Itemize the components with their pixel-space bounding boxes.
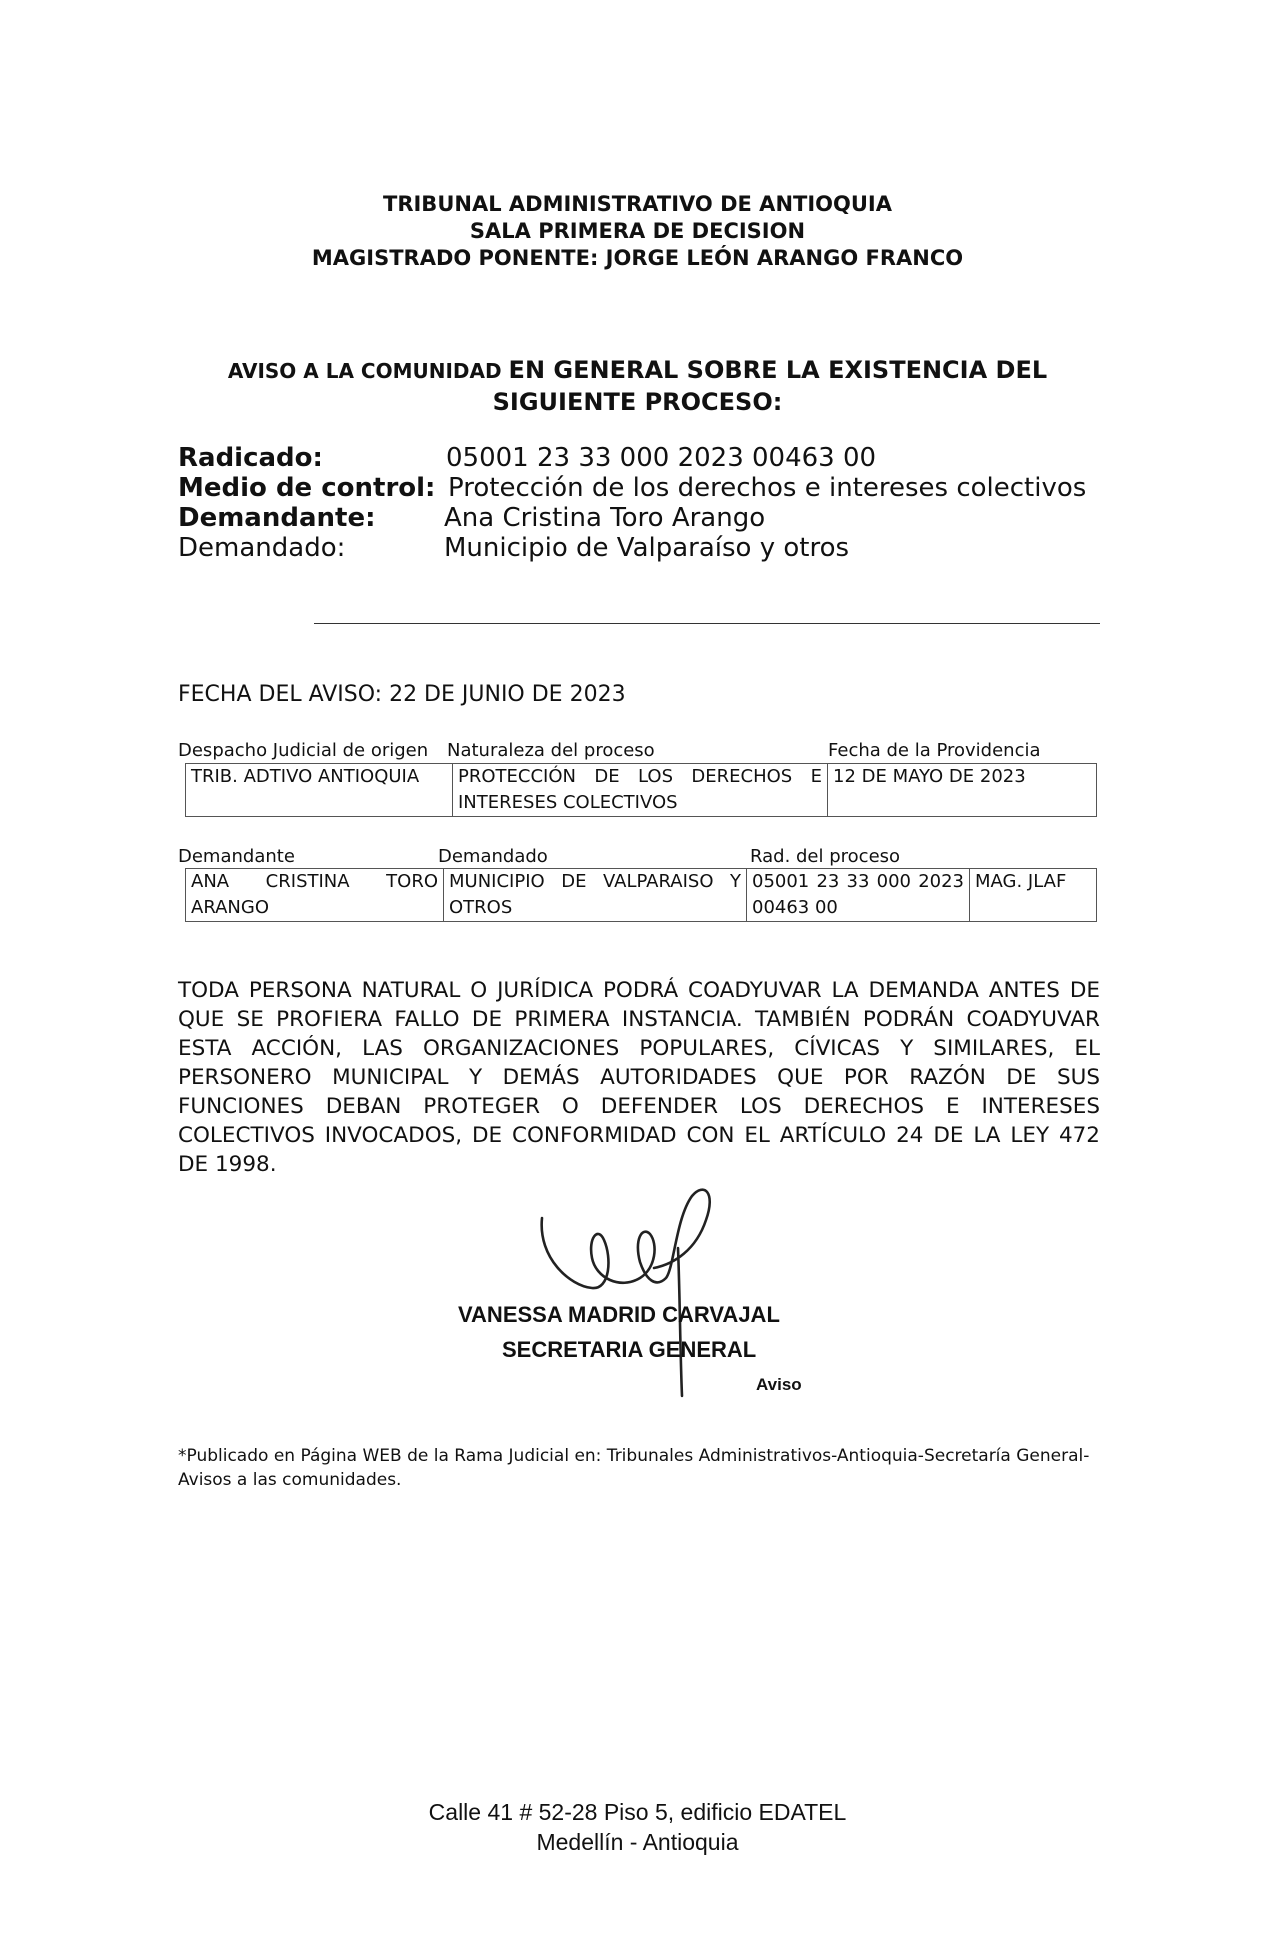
field-value: Municipio de Valparaíso y otros: [444, 533, 850, 563]
table-cell-demandado: MUNICIPIO DE VALPARAISO Y OTROS: [444, 869, 747, 922]
table-cell-despacho: TRIB. ADTIVO ANTIOQUIA: [186, 764, 453, 817]
field-label: Demandante:: [178, 503, 376, 533]
signatory-subtitle: Aviso: [756, 1375, 802, 1394]
field-demandante: [178, 503, 1098, 533]
footer-address-line1: Calle 41 # 52-28 Piso 5, edificio EDATEL: [428, 1799, 847, 1825]
table-cell-naturaleza: PROTECCIÓN DE LOS DERECHOS E INTERESES COLECTIVOS: [453, 764, 828, 817]
notice-title-part1: AVISO A LA COMUNIDAD: [227, 359, 509, 383]
table2-header-radicado: Rad. del proceso: [750, 846, 901, 867]
separator-line: [314, 623, 1100, 624]
notice-date: FECHA DEL AVISO: 22 DE JUNIO DE 2023: [178, 682, 626, 707]
table2-header-demandante: Demandante: [178, 846, 295, 867]
table-process-origin: [185, 763, 1097, 817]
field-radicado: [178, 443, 1098, 473]
notice-body-text: TODA PERSONA NATURAL O JURÍDICA PODRÁ COADYUVAR LA DEMANDA ANTES DE QUE SE PROFIERA FALLO DE PRIMERA INSTANCIA. TAMBIÉN PODRÁN COADYUVAR ESTA ACCIÓN, LAS ORGANIZACIONES POPULARES, CÍVICAS Y SIMILARES, EL PERSONERO MUNICIPAL Y DEMÁS AUTORIDADES QUE POR RAZÓN DE SUS FUNCIONES DEBAN PROTEGER O DEFENDER LOS DERECHOS E INTERESES COLECTIVOS INVOCADOS, DE CONFORMIDAD CON EL ARTÍCULO 24 DE LA LEY 472 DE 1998.: [178, 978, 1100, 1177]
table2-header-demandado: Demandado: [438, 846, 548, 867]
field-value: Ana Cristina Toro Arango: [444, 503, 766, 533]
table1-header-naturaleza: Naturaleza del proceso: [447, 740, 655, 761]
field-value: Protección de los derechos e intereses colectivos: [448, 473, 1087, 503]
table-row: [186, 869, 1097, 922]
header-chamber: SALA PRIMERA DE DECISION: [469, 219, 806, 243]
table-row: [186, 764, 1097, 817]
notice-title-line2: SIGUIENTE PROCESO:: [492, 388, 783, 416]
notice-title-part2: EN GENERAL SOBRE LA EXISTENCIA DEL: [508, 356, 1048, 384]
field-demandado: [178, 533, 1098, 563]
signatory-name: VANESSA MADRID CARVAJAL: [458, 1302, 780, 1327]
table-parties: [185, 868, 1097, 922]
header-court-name: TRIBUNAL ADMINISTRATIVO DE ANTIOQUIA: [383, 192, 892, 216]
publication-footnote: *Publicado en Página WEB de la Rama Judicial en: Tribunales Administrativos-Antioquia-Secretaría General-Avisos a las comunidades.: [178, 1446, 1090, 1490]
table-cell-demandante: ANA CRISTINA TORO ARANGO: [186, 869, 444, 922]
field-label: Medio de control:: [178, 473, 436, 503]
field-value: 05001 23 33 000 2023 00463 00: [446, 443, 877, 473]
signatory-title: SECRETARIA GENERAL: [502, 1337, 757, 1362]
header-magistrate: MAGISTRADO PONENTE: JORGE LEÓN ARANGO FRANCO: [311, 246, 964, 270]
table-cell-radicado: 05001 23 33 000 2023 00463 00: [747, 869, 970, 922]
field-label: Radicado:: [178, 443, 323, 473]
notice-title: [0, 354, 1275, 387]
field-label: Demandado:: [178, 533, 346, 563]
field-medio-control: [178, 473, 1098, 503]
table1-header-fecha: Fecha de la Providencia: [828, 740, 1041, 761]
table-cell-fecha: 12 DE MAYO DE 2023: [828, 764, 1097, 817]
handwritten-signature: [530, 1178, 750, 1398]
table-cell-magistrado: MAG. JLAF: [970, 869, 1097, 922]
table1-header-despacho: Despacho Judicial de origen: [178, 740, 429, 761]
footer-address-line2: Medellín - Antioquia: [536, 1829, 739, 1855]
